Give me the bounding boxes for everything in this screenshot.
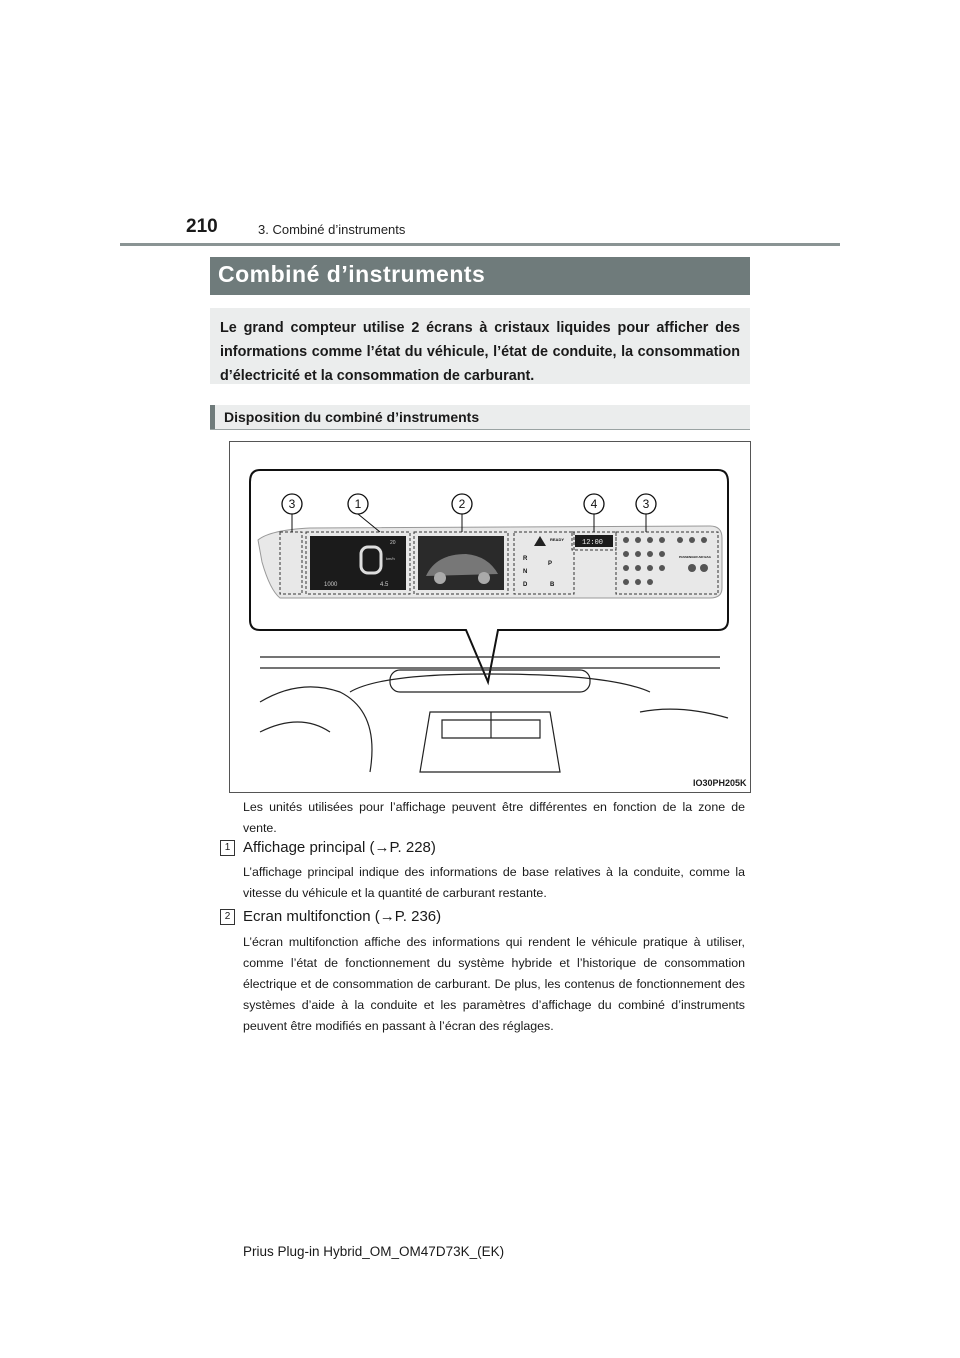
consumption-readout: 4.5	[380, 582, 389, 588]
page-number: 210	[186, 216, 218, 237]
item-1-number: 1	[220, 840, 235, 856]
shift-b: B	[550, 582, 555, 588]
airbag-indicator: PASSENGER AIR BAG	[679, 555, 712, 559]
shift-n: N	[523, 569, 528, 575]
shift-p: P	[548, 561, 553, 567]
odometer-readout: 1000	[324, 582, 338, 588]
shift-d: D	[523, 582, 528, 588]
item-2-number: 2	[220, 909, 235, 925]
item-2-body: L’écran multifonction affiche des informations qui rendent le véhicule pratique à utiliser, comme l’état de fonctionnement du système hybride et l’historique de consommation électrique et de consommation de carburant. De plus, les contenus de fonctionnement des systèmes d’aide à la conduite et les paramètres d’affichage du combiné d’instruments peuvent être modifiés en passant à l’écran des réglages.	[243, 935, 745, 1033]
car-wheel-rear	[478, 572, 490, 584]
header-rule	[120, 243, 840, 246]
item-2-title: Ecran multifonction (→P. 236)	[243, 908, 442, 925]
callout-3-right-label: 3	[642, 497, 650, 511]
item-1-body: L’affichage principal indique des informations de base relatives à la conduite, comme la vitesse du véhicule et la quantité de carburant restante.	[243, 865, 745, 900]
ready-indicator: READY	[550, 537, 565, 542]
speed-readout: 0	[371, 570, 372, 571]
section-title: Combiné d’instruments	[218, 261, 486, 287]
speed-unit: km/h	[386, 556, 395, 561]
clock-readout: 12:00	[582, 539, 604, 547]
temp-readout: 20	[390, 540, 396, 546]
shift-r: R	[523, 556, 528, 562]
instrument-cluster-figure	[229, 441, 751, 793]
figure-code: IO30PH205K	[693, 778, 747, 788]
callout-1-label: 1	[354, 497, 362, 511]
section-title-bar	[210, 257, 750, 295]
page-footer: Prius Plug-in Hybrid_OM_OM47D73K_(EK)	[243, 1244, 505, 1259]
callout-3-left-label: 3	[288, 497, 296, 511]
intro-text: Le grand compteur utilise 2 écrans à cristaux liquides pour afficher des informations comme l’état du véhicule, l’état de conduite, la consommation d’électricité et la consommation de carburant.	[220, 320, 740, 384]
chapter-title: 3. Combiné d’instruments	[258, 222, 406, 237]
dashboard-sketch	[260, 657, 728, 772]
car-wheel-front	[434, 572, 446, 584]
intro-box	[210, 308, 750, 384]
subsection-bar	[210, 405, 750, 430]
callout-2-label: 2	[458, 497, 466, 511]
cluster-illustration	[230, 442, 750, 792]
subsection-marker	[210, 405, 215, 429]
item-1-title: Affichage principal (→P. 228)	[243, 839, 436, 856]
callout-4-label: 4	[590, 497, 598, 511]
subsection-title: Disposition du combiné d’instruments	[224, 409, 480, 425]
units-note: Les unités utilisées pour l’affichage peuvent être différentes en fonction de la zone de vente.	[243, 800, 745, 835]
